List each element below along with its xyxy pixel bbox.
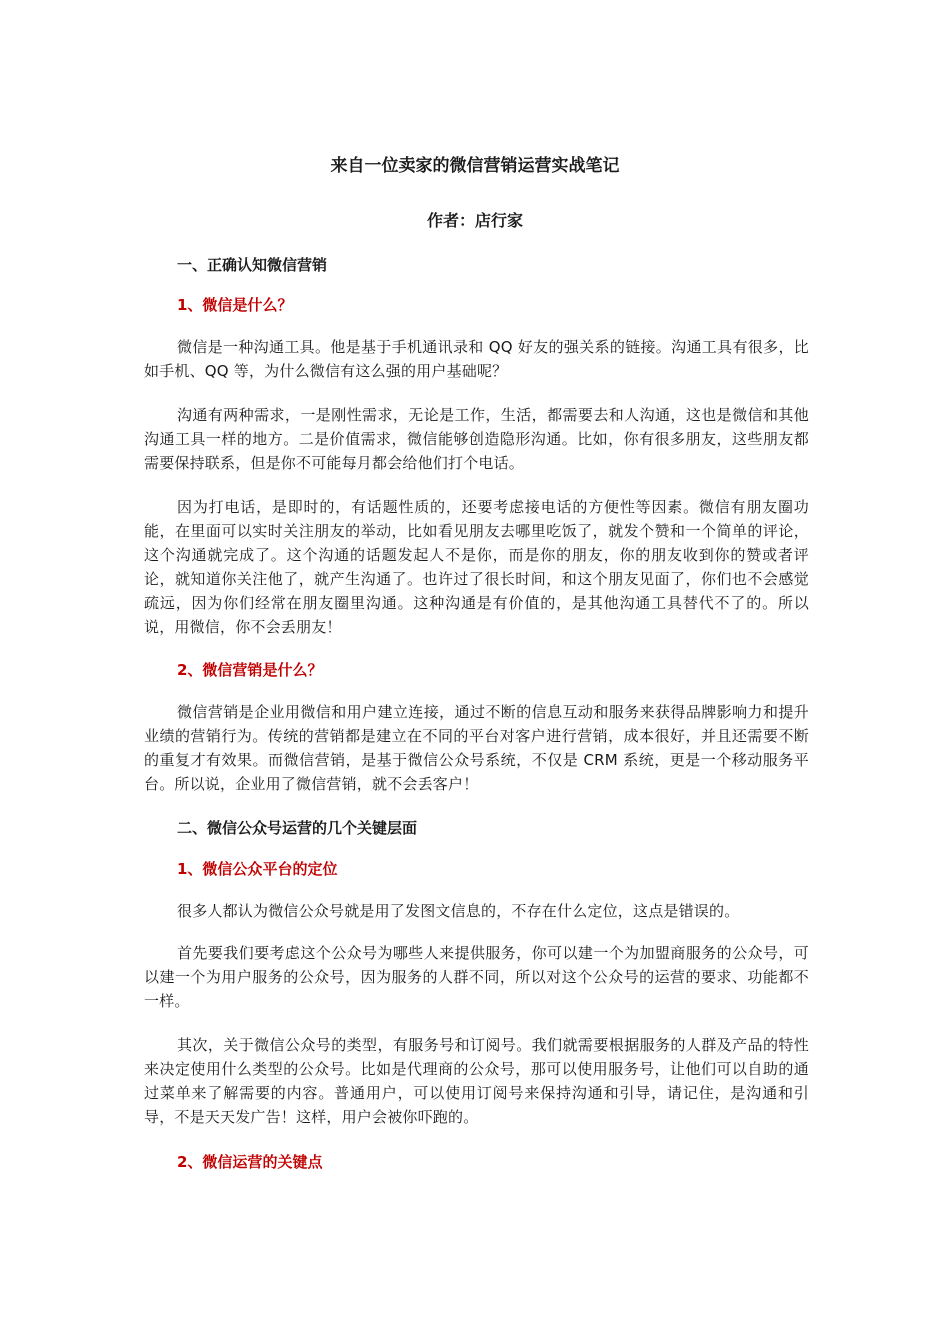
- paragraph: 因为打电话，是即时的，有话题性质的，还要考虑接电话的方便性等因素。微信有朋友圈功能，在里面可以实时关注朋友的举动，比如看见朋友去哪里吃饭了，就发个赞和一个简单的评论，这个沟通就完成了。这个沟通的话题发起人不是你，而是你的朋友，你的朋友收到你的赞或者评论，就知道你关注他了，就产生沟通了。也许过了很长时间，和这个朋友见面了，你们也不会感觉疏远，因为你们经常在朋友圈里沟通。这种沟通是有价值的，是其他沟通工具替代不了的。所以说，用微信，你不会丢朋友！: [144, 498, 809, 636]
- subsection-heading-2-2: 2、微信运营的关键点: [177, 1153, 323, 1171]
- subsection-heading-2-1: 1、微信公众平台的定位: [177, 860, 338, 878]
- paragraph: 微信营销是企业用微信和用户建立连接，通过不断的信息互动和服务来获得品牌影响力和提升业绩的营销行为。传统的营销都是建立在不同的平台对客户进行营销，成本很好，并且还需要不断的重复才有效果。而微信营销，是基于微信公众号系统，不仅是 CRM 系统，更是一个移动服务平台。所以说，企业用了微信营销，就不会丢客户！: [144, 703, 809, 793]
- section-heading-1: 一、正确认知微信营销: [177, 256, 328, 274]
- document-title: 来自一位卖家的微信营销运营实战笔记: [330, 156, 620, 176]
- subsection-heading-1-2: 2、微信营销是什么？: [177, 661, 323, 679]
- paragraph: 沟通有两种需求，一是刚性需求，无论是工作，生活，都需要去和人沟通，这也是微信和其他沟通工具一样的地方。二是价值需求，微信能够创造隐形沟通。比如，你有很多朋友，这些朋友都需要保持联系，但是你不可能每月都会给他们打个电话。: [144, 406, 809, 472]
- section-heading-2: 二、微信公众号运营的几个关键层面: [177, 819, 418, 837]
- document-author: 作者：店行家: [426, 211, 523, 230]
- paragraph: 微信是一种沟通工具。他是基于手机通讯录和 QQ 好友的强关系的链接。沟通工具有很多，比如手机、QQ 等，为什么微信有这么强的用户基础呢？: [144, 338, 809, 380]
- paragraph: 很多人都认为微信公众号就是用了发图文信息的，不存在什么定位，这点是错误的。: [177, 902, 740, 920]
- paragraph: 首先要我们要考虑这个公众号为哪些人来提供服务，你可以建一个为加盟商服务的公众号，可以建一个为用户服务的公众号，因为服务的人群不同，所以对这个公众号的运营的要求、功能都不一样。: [144, 944, 809, 1010]
- paragraph: 其次，关于微信公众号的类型，有服务号和订阅号。我们就需要根据服务的人群及产品的特性来决定使用什么类型的公众号。比如是代理商的公众号，那可以使用服务号，让他们可以自助的通过菜单来了解需要的内容。普通用户，可以使用订阅号来保持沟通和引导，请记住，是沟通和引导，不是天天发广告！这样，用户会被你吓跑的。: [144, 1036, 809, 1126]
- subsection-heading-1-1: 1、微信是什么？: [177, 296, 293, 314]
